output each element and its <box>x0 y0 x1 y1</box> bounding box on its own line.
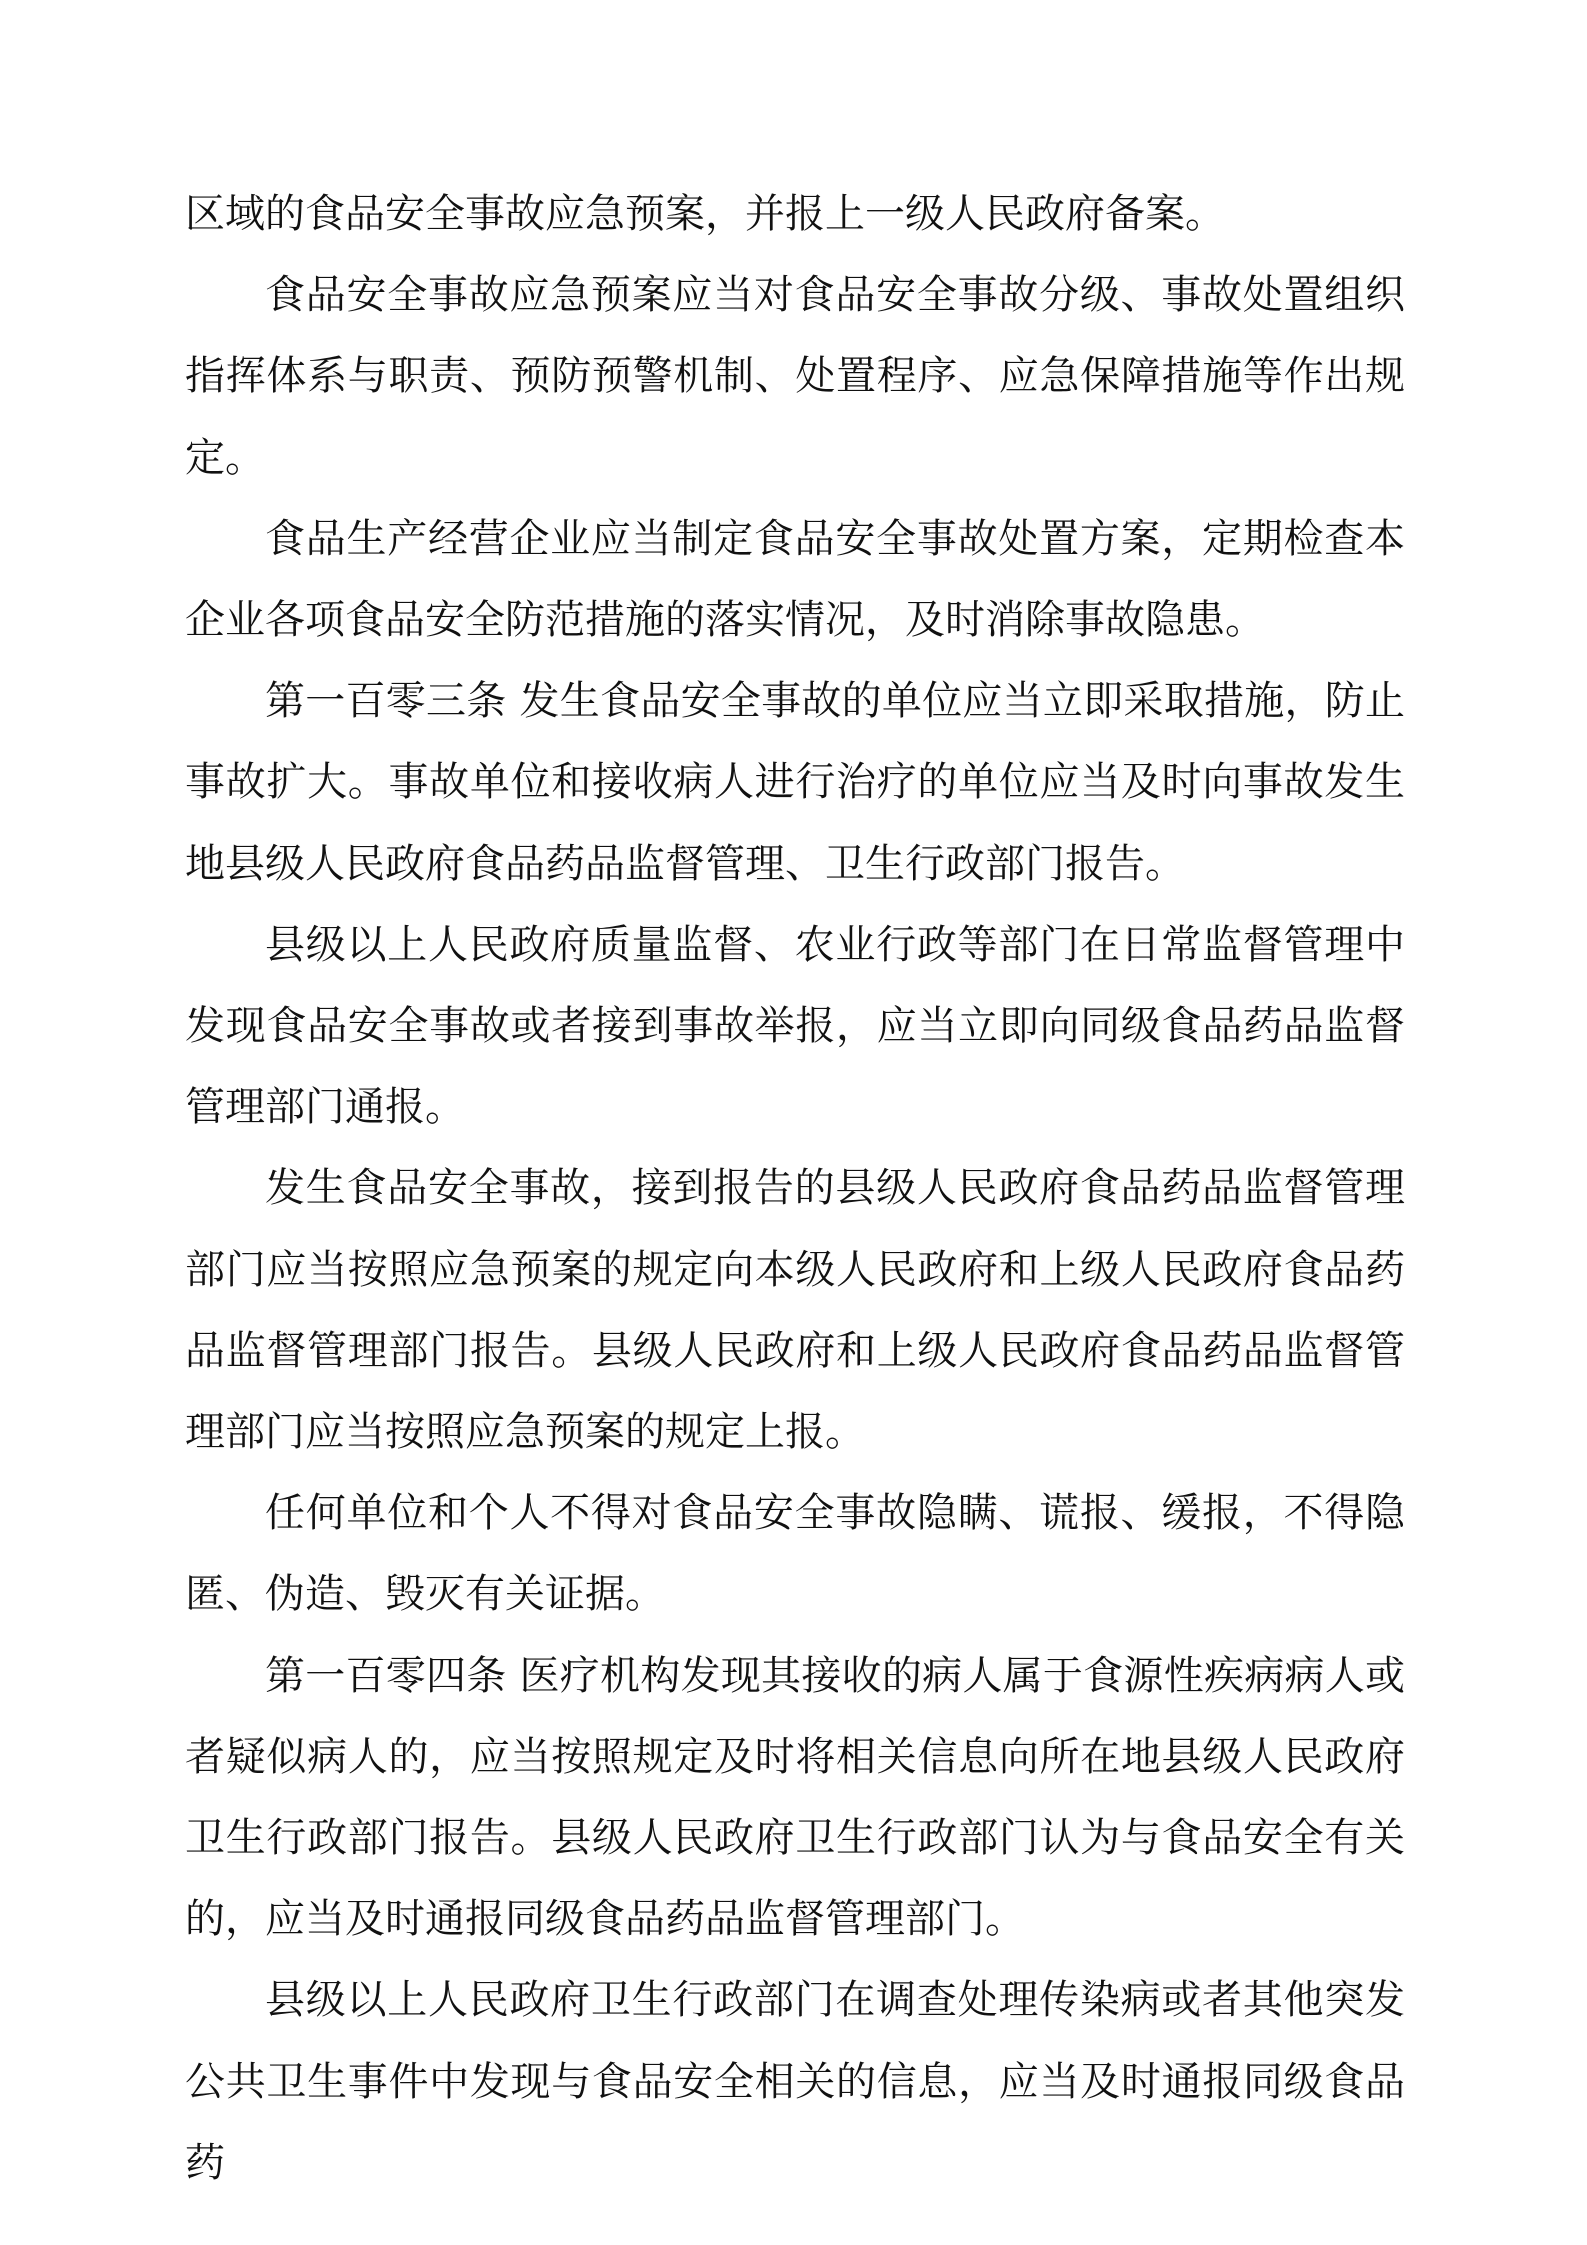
paragraph-reporting-procedure: 发生食品安全事故，接到报告的县级人民政府食品药品监督管理部门应当按照应急预案的规定向本级人民政府和上级人民政府食品药品监督管理部门报告。县级人民政府和上级人民政府食品药品监督管理部门应当按照应急预案的规定上报。 <box>185 1165 1405 1456</box>
paragraph-enterprise-plan: 食品生产经营企业应当制定食品安全事故处置方案，定期检查本企业各项食品安全防范措施的落实情况，及时消除事故隐患。 <box>185 515 1405 644</box>
paragraph-no-concealment: 任何单位和个人不得对食品安全事故隐瞒、谎报、缓报，不得隐匿、伪造、毁灭有关证据。 <box>185 1490 1405 1618</box>
paragraph-health-department: 县级以上人民政府卫生行政部门在调查处理传染病或者其他突发公共卫生事件中发现与食品安全相关的信息，应当及时通报同级食品药 <box>185 1977 1405 2186</box>
paragraph-continued: 区域的食品安全事故应急预案，并报上一级人民政府备案。 <box>185 191 1225 237</box>
document-body <box>185 174 1405 2204</box>
paragraph-departments-notify: 县级以上人民政府质量监督、农业行政等部门在日常监督管理中发现食品安全事故或者接到事故举报，应当立即向同级食品药品监督管理部门通报。 <box>185 921 1405 1131</box>
paragraph-article-103: 第一百零三条 发生食品安全事故的单位应当立即采取措施，防止事故扩大。事故单位和接收病人进行治疗的单位应当及时向事故发生地县级人民政府食品药品监督管理、卫生行政部门报告。 <box>185 678 1405 887</box>
paragraph-emergency-plan-content: 食品安全事故应急预案应当对食品安全事故分级、事故处置组织指挥体系与职责、预防预警机制、处置程序、应急保障措施等作出规定。 <box>185 272 1405 481</box>
paragraph-article-104: 第一百零四条 医疗机构发现其接收的病人属于食源性疾病病人或者疑似病人的，应当按照规定及时将相关信息向所在地县级人民政府卫生行政部门报告。县级人民政府卫生行政部门认为与食品安全有关的，应当及时通报同级食品药品监督管理部门。 <box>185 1652 1405 1943</box>
